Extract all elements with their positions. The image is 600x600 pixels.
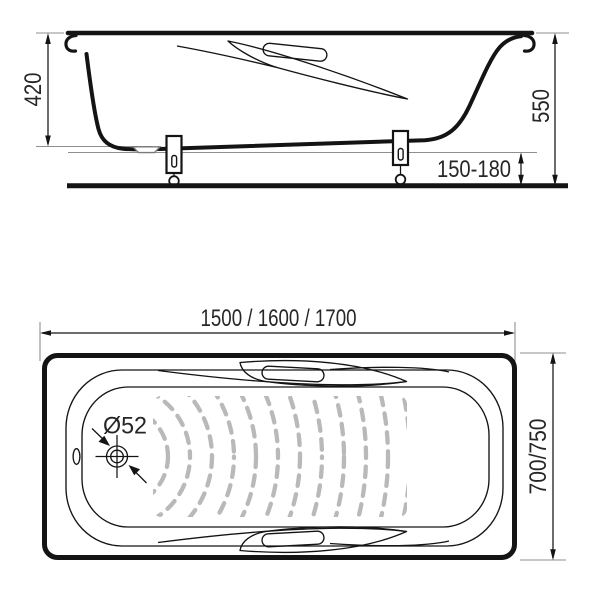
interior-armrest-contour [228,41,408,99]
top-view [0,165,566,600]
right-foot-slot [398,149,403,161]
antislip-arc [0,165,410,600]
dimension-feet-height [437,153,524,186]
tub-left-wall [87,54,139,149]
antislip-arc [0,231,344,600]
depth-value: 420 [20,66,47,107]
height-arrow-up [552,33,558,44]
antislip-arc [0,297,278,600]
right-foot [393,131,408,184]
depth-arrow-up [45,33,51,44]
rim-left-lip [66,36,76,52]
top-armrest-sweep [158,371,407,385]
side-view [20,33,569,186]
overflow-hole [73,449,80,465]
armrest-contours [158,361,449,553]
width-arrow-down [550,549,556,560]
left-foot-slot [172,156,177,168]
wall-highlight-gap [95,60,99,78]
bottom-grip-recess [262,531,325,547]
length-arrow-left [40,330,51,336]
drain [92,413,147,484]
bottom-armrest-sweep [158,528,407,542]
left-foot [167,136,182,186]
antislip-pattern [0,165,410,600]
bottom-armrest-link [330,541,449,546]
drain-recess-notch [133,147,160,153]
dimension-depth [20,33,51,147]
height-value: 550 [528,82,555,123]
length-value: 1500 / 1600 / 1700 [200,305,357,332]
feet-height-value: 150-180 [437,156,511,183]
tub-inner-rim-outline [66,370,503,546]
width-value: 700/750 [525,407,552,495]
feet-height-arrow-up [518,153,524,164]
rim-right-lip [524,36,534,52]
dimension-width [525,353,556,560]
drain-callout-arrowhead-2 [129,465,141,475]
depth-arrow-down [45,136,51,147]
drain-diameter-value: Ø52 [103,412,147,440]
dimension-height [528,33,558,186]
dimension-length [40,305,515,336]
length-arrow-right [504,330,515,336]
antislip-arc [0,209,366,600]
width-arrow-up [550,353,556,364]
right-foot-ball [396,175,406,185]
tub-bottom-and-right-wall [138,36,521,149]
top-grip-recess [262,366,325,382]
tub-floor-outline [82,387,489,527]
